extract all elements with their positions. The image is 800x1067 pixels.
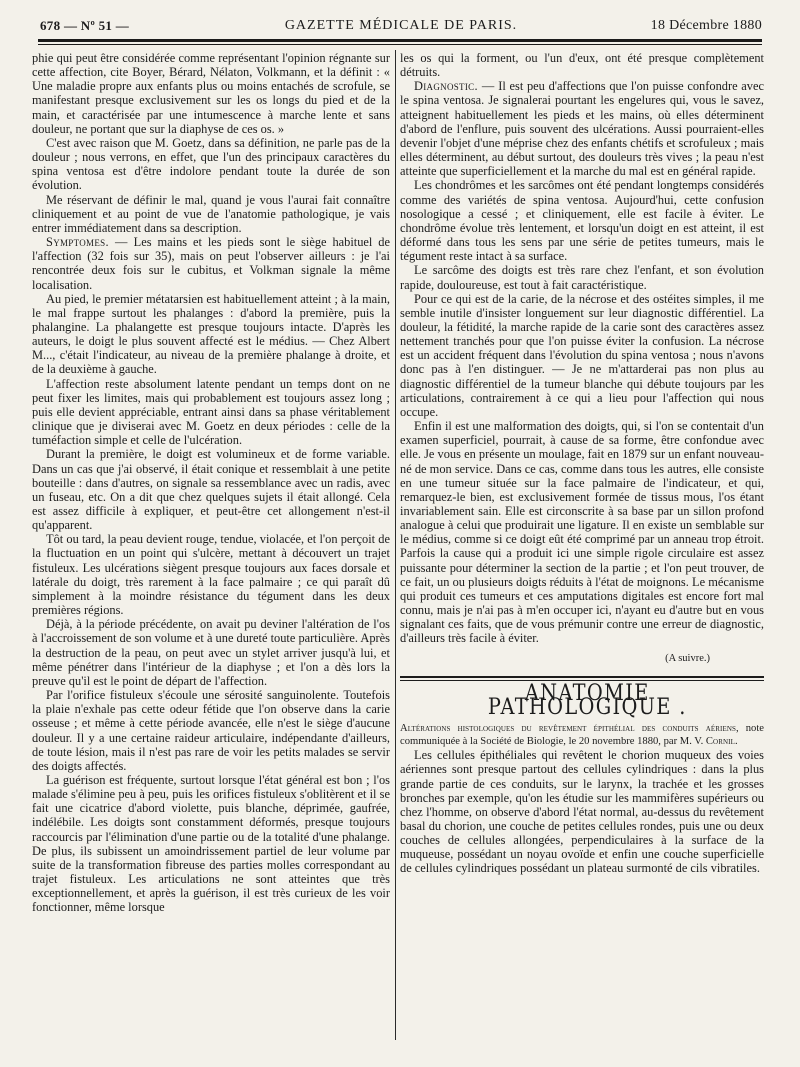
paragraph: La guérison est fréquente, surtout lorsque l'état général est bon ; l'os malade s'élimine peu à peu, puis les orifices fistuleux s'oblitèrent et il se fait une cicatrice d'abord violette, puis blanche, déprimée, gaufrée, indélébile. Les doigts sont constamment déformés, presque toujours raccourcis par l'élimination d'une partie ou de la totalité d'une phalange. De plus, ils subissent un amoindrissement partiel de leur volume par suite de la transformation fibreuse des parties molles correspondant au trajet fistuleux. Les articulations ne sont atteintes que très exceptionnellement, et après la guérison, il est très curieux de les voir fonctionner, même lorsque	[32, 772, 390, 915]
issue-date: 18 Décembre 1880	[650, 18, 762, 33]
section-body: Les cellules épithéliales qui revêtent le chorion muqueux des voies aériennes sont presque partout des cellules cylindriques : dans la plus grande partie de ces conduits, sur le larynx, la trachée et les grosses bronches par exemple, qu'on les étudie sur les mammifères supérieurs ou chez l'homme, on observe d'abord l'état normal, au-dessus du revêtement basal du chorion, une couche de petites cellules rondes, puis une ou deux couches de cellules allongées, perpendiculaires à la surface de la muqueuse, possédant un noyau ovoïde et enfin une couche superficielle de cellules cylindriques possédant un plateau surmonté de cils vibratiles.	[400, 748, 764, 876]
paragraph: phie qui peut être considérée comme représentant l'opinion régnante sur cette affection, cite Boyer, Bérard, Nélaton, Volkmann, et la définit : « Une maladie propre aux enfants plus ou moins entachés de scrofule, se manifestant presque exclusivement sur les os longs du pied et de la main, et caractérisée par une intumescence à marche lente et sans douleur, ne portant que sur la diaphyse de ces os. »	[32, 51, 390, 136]
paragraph: Au pied, le premier métatarsien est habituellement atteint ; à la main, le mal frappe surtout les phalanges : d'abord la première, puis la phalangine. La phalangette est presque toujours intacte. D'après les auteurs, le doigt le plus souvent affecté est le médius. — Chez Albert M..., c'était l'indicateur, au niveau de la première phalange à droite, et de la deuxième à gauche.	[32, 291, 390, 377]
paragraph: Durant la première, le doigt est volumineux et de forme variable. Dans un cas que j'ai observé, il était conique et ressemblait à une petite bouteille : dans d'autres, on signale sa ressemblance avec un radis, avec un fuseau, etc. On a dit que chez quelques sujets il était allongé. Cela est assez difficile à expliquer, et peut-être cet allongement n'est-il qu'apparent.	[32, 447, 390, 533]
section-title: ANATOMIE PATHOLOGIQUE .	[487, 680, 687, 720]
column-divider	[395, 50, 396, 1040]
paragraph: Les chondrômes et les sarcômes ont été pendant longtemps considérés comme des variétés de spina ventosa. Aujourd'hui, cette confusion nosologique a cessé ; et cliniquement, elle est facile à éviter. Le chondrôme évolue très lentement, et lorsqu'un doigt en est atteint, il est déformé dans tous les sens par une série de petites tumeurs, mais le tégument reste intact à sa surface.	[400, 178, 764, 264]
paragraph: Par l'orifice fistuleux s'écoule une sérosité sanguinolente. Toutefois la plaie n'exhale pas cette odeur fétide que l'on observe dans la carie osseuse ; et même à cette période avancée, elle n'est le siège d'aucune douleur. Il y a une certaine raideur articulaire, indépendante d'ailleurs, de toute lésion, mais il n'est pas rare de voir les petits malades se servir des doigts affectés.	[32, 688, 390, 773]
paragraph: Tôt ou tard, la peau devient rouge, tendue, violacée, et l'on perçoit de la fluctuation en un point qui s'ulcère, mettant à découvert un trajet fistuleux. Les ulcérations siègent presque toujours aux faces dorsale et latérale du doigt, très rarement à la face palmaire ; ce qui paraît dû simplement à la moindre résistance du tégument dans les deux premières régions.	[32, 532, 390, 618]
page-header	[40, 16, 762, 40]
diagnostic-heading: Diagnostic. —	[414, 79, 495, 94]
paragraph: les os qui la forment, ou l'un d'eux, ont été presque complètement détruits.	[400, 51, 764, 80]
paragraph-text: Les mains et les pieds sont le siège habituel de l'affection (32 fois sur 35), mais on peut l'observer ailleurs : je l'ai rencontrée deux fois sur le cubitus, et Volkman signale la même localisation.	[32, 235, 390, 292]
paragraph: Me réservant de définir le mal, quand je vous l'aurai fait connaître cliniquement et au point de vue de l'anatomie pathologique, je vais entrer immédiatement dans sa description.	[32, 192, 390, 235]
paragraph-text: Il est peu d'affections que l'on puisse confondre avec le spina ventosa. Je signalerai pourtant les engelures qui, vous le savez, atteignent habituellement les pieds et les mains, où elles déterminent d'abord de l'enflure, puis souvent des ulcérations. Aussi pourraient-elles devenir l'objet d'une méprise chez des enfants chétifs et scrofuleux ; mais elles déterminent, au début surtout, des douleurs très vives ; la peau n'est atteinte que superficiellement et la marche du mal est en général rapide.	[400, 79, 764, 179]
journal-title: GAZETTE MÉDICALE DE PARIS.	[284, 18, 518, 33]
left-column	[32, 51, 390, 915]
paragraph: L'affection reste absolument latente pendant un temps dont on ne peut fixer les limites, mais qui probablement est toujours assez long ; puis elle devient appréciable, entrant ainsi dans sa phase véritablement clinique que je diviserai avec M. Goetz en deux périodes : celle de la tuméfaction simple et celle de l'ulcération.	[32, 376, 390, 448]
paragraph: Enfin il est une malformation des doigts, qui, si l'on se contentait d'un examen superficiel, pourrait, à cause de sa forme, être confondue avec elle. Je vous en présente un moulage, fait en 1879 sur un enfant nouveau-né de mon service. Dans ce cas, comme dans tous les autres, elle consiste en une tumeur située sur la face palmaire de l'indicateur, et qui, remarquez-le bien, est exclusivement formée de tissus mous, l'os étant invariablement sain. Elle est circonscrite à sa base par un sillon profond analogue à celui que produirait une ligature. Il en existe un semblable sur le médius, comme si ce doigt eût été comprimé par un anneau trop étroit. Parfois la cause qui a produit ici une simple rigole circulaire est assez puissante pour déterminer la section de la partie ; et l'on peut trouver, de ce fait, un ou plusieurs doigts réduits à l'état de moignons. Le mécanisme qui produit ces tumeurs et ces amputations digitales est encore fort mal connu, mais je n'ai pas à m'en occuper ici, n'ayant eu d'autre but en vous signalant ces faits, que de vous prémunir contre une erreur de diagnostic, d'ailleurs très facile à éviter.	[400, 419, 764, 646]
paragraph: Déjà, à la période précédente, on avait pu deviner l'altération de l'os à l'accroissement de son volume et à une dureté toute particulière. Après la destruction de la peau, on peut avec un stylet arriver jusqu'à lui, et même pénétrer dans l'intérieur de la diaphyse ; et l'on a dès lors la preuve qu'il est le point de départ de l'affection.	[32, 617, 390, 688]
page-number: 678 — Nº 51 —	[40, 18, 130, 33]
symptomes-heading: Symptomes. —	[46, 235, 128, 250]
author-name: Cornil.	[705, 735, 738, 747]
header-rule	[38, 39, 762, 45]
paragraph-diagnostic	[400, 79, 764, 178]
subtitle-smallcaps: Altérations histologiques du revêtement épithélial des conduits aériens,	[400, 723, 739, 735]
paragraph: Pour ce qui est de la carie, de la nécrose et des ostéites simples, il me semble inutile d'insister longuement sur leur diagnostic différentiel. La douleur, la fétidité, la marche rapide de la carie sont des caractères assez nettement tranchés pour que l'on puisse éviter la confusion. La nécrose est un accident fréquent dans l'évolution du spina ventosa ; nous n'avons donc pas à l'en distinguer. — Je ne m'attarderai pas non plus au diagnostic différentiel de la tumeur blanche qui débute toujours par les articulations, contrairement à ce qui a lieu pour l'affection qui nous occupe.	[400, 291, 764, 419]
paragraph-symptomes	[32, 235, 390, 292]
right-column	[400, 51, 764, 876]
to-be-continued: (A suivre.)	[665, 652, 710, 664]
paragraph: Le sarcôme des doigts est très rare chez l'enfant, et son évolution rapide, douloureuse, est tout à fait caractéristique.	[400, 263, 764, 292]
paragraph: C'est avec raison que M. Goetz, dans sa définition, ne parle pas de la douleur ; nous verrons, en effet, que l'un des principaux caractères du spina ventosa est d'être indolore pendant toute la durée de son évolution.	[32, 135, 390, 193]
subtitle-rest: note communiquée à la Société de Biologie, le 20 novembre 1880, par M. V.	[400, 723, 764, 747]
section-subtitle	[400, 723, 764, 748]
